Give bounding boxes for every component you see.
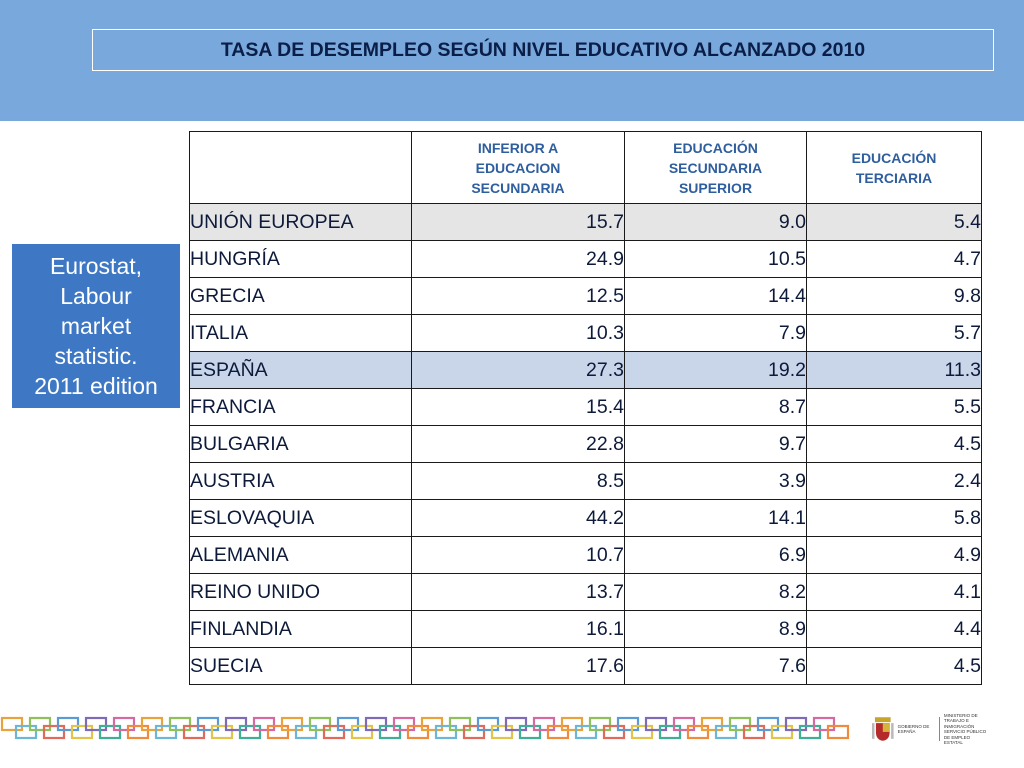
country-cell: AUSTRIA — [190, 463, 412, 500]
coat-of-arms-icon — [872, 715, 894, 743]
value-cell: 5.8 — [807, 500, 982, 537]
government-logo — [872, 711, 987, 747]
logo-line-3: SERVICIO PÚBLICO DE EMPLEO ESTATAL — [943, 729, 987, 745]
value-cell: 9.7 — [625, 426, 807, 463]
country-cell: ESLOVAQUIA — [190, 500, 412, 537]
source-note: Eurostat, Labour market statistic. 2011 edition — [34, 253, 158, 399]
value-cell: 9.8 — [807, 278, 982, 315]
value-cell: 8.2 — [625, 574, 807, 611]
decorative-chain-strip — [0, 712, 850, 748]
country-cell: REINO UNIDO — [190, 574, 412, 611]
value-cell: 2.4 — [807, 463, 982, 500]
value-cell: 4.9 — [807, 537, 982, 574]
value-cell: 44.2 — [412, 500, 625, 537]
value-cell: 13.7 — [412, 574, 625, 611]
table-row — [190, 352, 982, 389]
value-cell: 4.5 — [807, 648, 982, 685]
table-row — [190, 537, 982, 574]
table-row — [190, 389, 982, 426]
page-title: TASA DE DESEMPLEO SEGÚN NIVEL EDUCATIVO ALCANZADO 2010 — [220, 38, 866, 61]
country-cell: SUECIA — [190, 648, 412, 685]
header-lower-secondary: INFERIOR A EDUCACION SECUNDARIA — [412, 132, 625, 204]
value-cell: 22.8 — [412, 426, 625, 463]
value-cell: 24.9 — [412, 241, 625, 278]
value-cell: 5.5 — [807, 389, 982, 426]
value-cell: 6.9 — [625, 537, 807, 574]
value-cell: 9.0 — [625, 204, 807, 241]
title-box — [92, 29, 994, 71]
header-cell-empty — [190, 132, 412, 204]
table-row — [190, 315, 982, 352]
value-cell: 15.4 — [412, 389, 625, 426]
country-cell: ALEMANIA — [190, 537, 412, 574]
value-cell: 17.6 — [412, 648, 625, 685]
value-cell: 8.9 — [625, 611, 807, 648]
value-cell: 7.6 — [625, 648, 807, 685]
country-cell: GRECIA — [190, 278, 412, 315]
table-row — [190, 278, 982, 315]
value-cell: 4.7 — [807, 241, 982, 278]
table-row — [190, 463, 982, 500]
value-cell: 8.5 — [412, 463, 625, 500]
value-cell: 14.4 — [625, 278, 807, 315]
table-row — [190, 204, 982, 241]
table-row — [190, 611, 982, 648]
header-tertiary: EDUCACIÓN TERCIARIA — [807, 132, 982, 204]
source-note-box — [12, 244, 180, 408]
value-cell: 10.3 — [412, 315, 625, 352]
country-cell: BULGARIA — [190, 426, 412, 463]
value-cell: 8.7 — [625, 389, 807, 426]
value-cell: 12.5 — [412, 278, 625, 315]
table-row — [190, 500, 982, 537]
table-row — [190, 648, 982, 685]
country-cell: FINLANDIA — [190, 611, 412, 648]
value-cell: 10.7 — [412, 537, 625, 574]
country-cell: ITALIA — [190, 315, 412, 352]
value-cell: 27.3 — [412, 352, 625, 389]
table-row — [190, 426, 982, 463]
value-cell: 5.4 — [807, 204, 982, 241]
value-cell: 4.1 — [807, 574, 982, 611]
value-cell: 16.1 — [412, 611, 625, 648]
value-cell: 14.1 — [625, 500, 807, 537]
value-cell: 4.5 — [807, 426, 982, 463]
country-cell: ESPAÑA — [190, 352, 412, 389]
table-header-row — [190, 132, 982, 204]
country-cell: FRANCIA — [190, 389, 412, 426]
value-cell: 11.3 — [807, 352, 982, 389]
value-cell: 19.2 — [625, 352, 807, 389]
value-cell: 7.9 — [625, 315, 807, 352]
value-cell: 4.4 — [807, 611, 982, 648]
country-cell: HUNGRÍA — [190, 241, 412, 278]
logo-line-1: GOBIERNO DE ESPAÑA — [897, 723, 930, 734]
unemployment-table — [189, 131, 982, 685]
value-cell: 15.7 — [412, 204, 625, 241]
table-row — [190, 241, 982, 278]
country-cell: UNIÓN EUROPEA — [190, 204, 412, 241]
table-row — [190, 574, 982, 611]
header-upper-secondary: EDUCACIÓN SECUNDARIA SUPERIOR — [625, 132, 807, 204]
value-cell: 3.9 — [625, 463, 807, 500]
value-cell: 10.5 — [625, 241, 807, 278]
logo-line-2: MINISTERIO DE TRABAJO E INMIGRACIÓN — [943, 712, 978, 729]
value-cell: 5.7 — [807, 315, 982, 352]
